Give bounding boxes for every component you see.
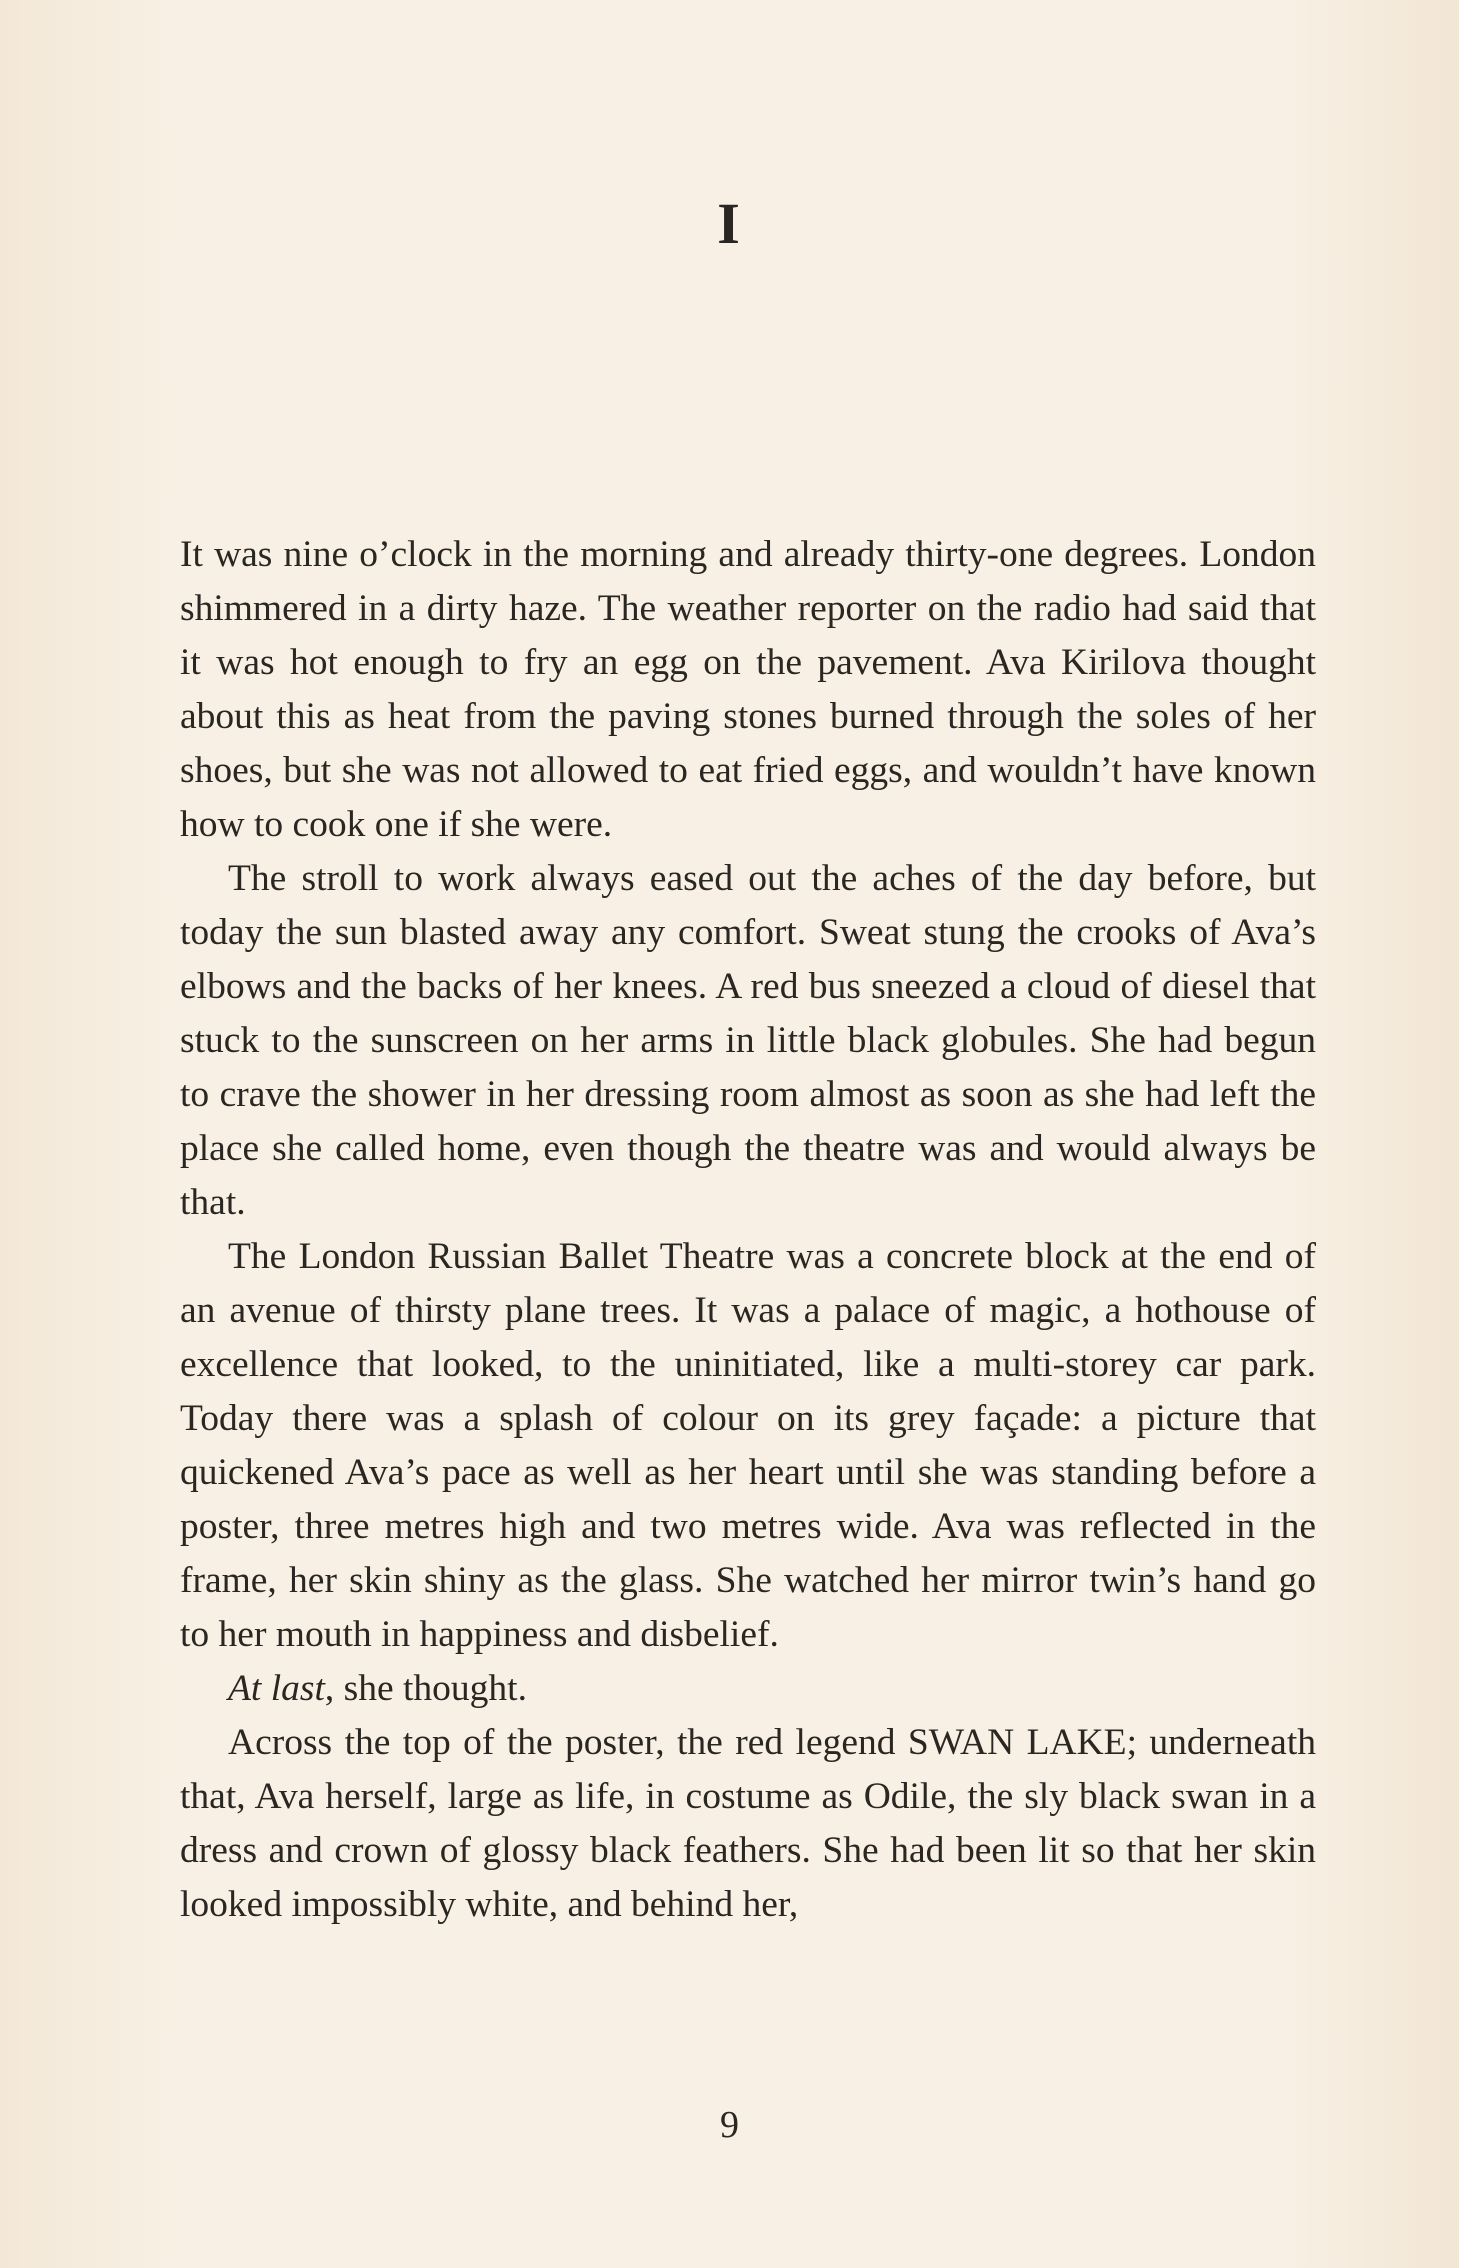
body-text — [180, 528, 1316, 1932]
paragraph-4-italic: At last — [228, 1668, 325, 1709]
chapter-number: I — [717, 191, 742, 256]
paragraph-5: Across the top of the poster, the red legend SWAN LAKE; underneath that, Ava herself, large as life, in costume as Odile, the sly black swan in a dress and crown of glossy black feathers. She had been lit so that her skin looked impossibly white, and behind her, — [180, 1722, 1316, 1925]
paragraph-2: The stroll to work always eased out the aches of the day before, but today the sun blasted away any comfort. Sweat stung the crooks of Ava’s elbows and the backs of her knees. A red bus sneezed a cloud of diesel that stuck to the sunscreen on her arms in little black globules. She had begun to crave the shower in her dressing room almost as soon as she had left the place she called home, even though the theatre was and would always be that. — [180, 858, 1316, 1223]
page-number: 9 — [720, 2104, 739, 2146]
paragraph-4 — [180, 1662, 1316, 1716]
paragraph-3: The London Russian Ballet Theatre was a concrete block at the end of an avenue of thirsty plane trees. It was a palace of magic, a hothouse of excellence that looked, to the uninitiated, like a multi-storey car park. Today there was a splash of colour on its grey façade: a picture that quickened Ava’s pace as well as her heart until she was standing before a poster, three metres high and two metres wide. Ava was reflected in the frame, her skin shiny as the glass. She watched her mirror twin’s hand go to her mouth in happiness and disbelief. — [180, 1236, 1316, 1655]
paragraph-1: It was nine o’clock in the morning and already thirty-one degrees. London shimmered in a dirty haze. The weather reporter on the radio had said that it was hot enough to fry an egg on the pavement. Ava Kirilova thought about this as heat from the paving stones burned through the soles of her shoes, but she was not allowed to eat fried eggs, and wouldn’t have known how to cook one if she were. — [180, 534, 1316, 845]
paragraph-4-text: , she thought. — [324, 1668, 527, 1709]
